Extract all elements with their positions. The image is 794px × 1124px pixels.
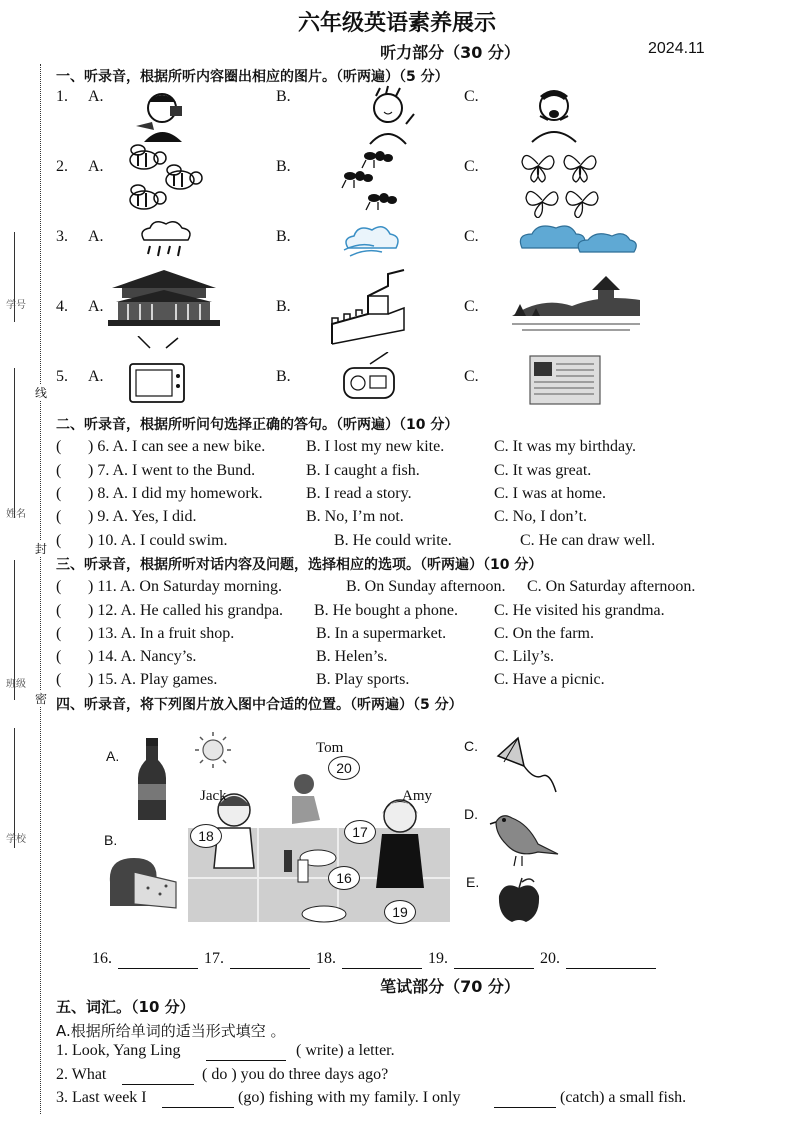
question-option-b[interactable]: B. He could write.: [334, 532, 452, 549]
question-option-b[interactable]: B. Play sports.: [316, 671, 410, 688]
spot-16[interactable]: 16: [328, 866, 360, 890]
option-a-label[interactable]: A.: [88, 88, 104, 105]
vocab-q2-hint: ( do ) you do three days ago?: [202, 1066, 389, 1083]
picnic-scene: [188, 758, 450, 926]
picture-letter-b: B.: [104, 832, 118, 848]
option-a-label[interactable]: A.: [88, 298, 104, 315]
question-number: 1.: [56, 88, 68, 105]
great-wall-icon[interactable]: [328, 268, 408, 346]
option-a-label[interactable]: A.: [88, 368, 104, 385]
question-option-b[interactable]: B. He bought a phone.: [314, 602, 458, 619]
binding-dotted-line: [40, 64, 41, 1114]
answer-label-20: 20.: [540, 950, 560, 967]
question-option-b[interactable]: B. In a supermarket.: [316, 625, 447, 642]
option-c-label[interactable]: C.: [464, 368, 479, 385]
option-b-label[interactable]: B.: [276, 158, 291, 175]
option-b-label[interactable]: B.: [276, 88, 291, 105]
vocab-q2-blank[interactable]: [122, 1070, 194, 1085]
question-option-b[interactable]: B. No, I’m not.: [306, 508, 404, 525]
seal-mark-secret: 密: [35, 692, 48, 706]
school-label: 学校: [6, 834, 26, 845]
option-b-label[interactable]: B.: [276, 368, 291, 385]
answer-blank-20[interactable]: [566, 954, 656, 969]
kite-icon[interactable]: [494, 736, 560, 796]
option-c-label[interactable]: C.: [464, 88, 479, 105]
answer-blank-16[interactable]: [118, 954, 198, 969]
answer-label-18: 18.: [316, 950, 336, 967]
spot-20[interactable]: 20: [328, 756, 360, 780]
vocab-q1-blank[interactable]: [206, 1046, 286, 1061]
part4-heading: 四、听录音，将下列图片放入图中合适的位置。（听两遍）（5 分）: [56, 697, 463, 713]
newspaper-icon[interactable]: [528, 354, 602, 406]
question-option-c[interactable]: C. On Saturday afternoon.: [527, 578, 696, 595]
seal-mark-line: 线: [35, 386, 48, 400]
name-label-jack: Jack: [200, 788, 227, 804]
question-option-a[interactable]: ) 9. A. Yes, I did.: [88, 508, 197, 525]
option-b-label[interactable]: B.: [276, 228, 291, 245]
answer-label-16: 16.: [92, 950, 112, 967]
exam-date: 2024.11: [648, 40, 705, 57]
spot-18[interactable]: 18: [190, 824, 222, 848]
question-option-b[interactable]: B. Helen’s.: [316, 648, 388, 665]
tv-icon[interactable]: [128, 336, 188, 406]
page-title: 六年级英语素养展示: [297, 11, 496, 36]
question-option-c[interactable]: C. Lily’s.: [494, 648, 555, 665]
option-b-label[interactable]: B.: [276, 298, 291, 315]
ants-icon[interactable]: [340, 144, 410, 216]
answer-paren-open[interactable]: (: [56, 648, 62, 665]
vocab-q3-blank2[interactable]: [494, 1093, 556, 1108]
class-label: 班级: [6, 679, 26, 690]
cola-bottle-icon[interactable]: [134, 738, 170, 824]
shouting-boy-icon[interactable]: [518, 82, 592, 144]
question-number: 3.: [56, 228, 68, 245]
question-option-a[interactable]: ) 14. A. Nancy’s.: [88, 648, 197, 665]
bird-icon[interactable]: [488, 808, 560, 868]
butterflies-icon[interactable]: [518, 144, 602, 218]
toothache-boy-icon[interactable]: [356, 84, 420, 146]
listening-subtitle: 听力部分（30 分）: [380, 43, 520, 62]
question-option-b[interactable]: B. On Sunday afternoon.: [346, 578, 506, 595]
question-option-c[interactable]: C. He visited his grandma.: [494, 602, 665, 619]
question-option-a[interactable]: ) 8. A. I did my homework.: [88, 485, 263, 502]
answer-paren-open[interactable]: (: [56, 532, 62, 549]
part3-heading: 三、听录音，根据所听对话内容及问题，选择相应的选项。（听两遍）（10 分）: [56, 557, 543, 573]
section5a-instruction: A.根据所给单词的适当形式填空 。: [56, 1022, 286, 1040]
answer-label-17: 17.: [204, 950, 224, 967]
answer-paren-open[interactable]: (: [56, 462, 62, 479]
part1-heading: 一、听录音，根据所听内容圈出相应的图片。（听两遍）（5 分）: [56, 69, 449, 85]
section5-heading: 五、词汇。（10 分）: [56, 998, 195, 1016]
question-option-a[interactable]: ) 13. A. In a fruit shop.: [88, 625, 235, 642]
vocab-q2-text: 2. What: [56, 1066, 107, 1083]
radio-icon[interactable]: [340, 352, 400, 402]
picture-letter-d: D.: [464, 806, 478, 822]
apple-icon[interactable]: [494, 876, 544, 926]
vocab-q3-blank1[interactable]: [162, 1093, 234, 1108]
vocab-q3-hint: (catch) a small fish.: [560, 1089, 687, 1106]
vocab-q3-text: 3. Last week I: [56, 1089, 147, 1106]
name-field[interactable]: [14, 368, 16, 518]
question-option-c[interactable]: C. I was at home.: [494, 485, 606, 502]
rain-cloud-icon[interactable]: [134, 218, 196, 262]
answer-paren-open[interactable]: (: [56, 438, 62, 455]
name-label-tom: Tom: [316, 740, 344, 756]
cloudy-icon[interactable]: [516, 222, 640, 260]
spot-17[interactable]: 17: [344, 820, 376, 844]
question-option-c[interactable]: C. It was great.: [494, 462, 592, 479]
question-option-a[interactable]: ) 11. A. On Saturday morning.: [88, 578, 283, 595]
answer-paren-open[interactable]: (: [56, 625, 62, 642]
name-label: 姓名: [6, 509, 26, 520]
question-option-c[interactable]: C. No, I don’t.: [494, 508, 588, 525]
answer-paren-open[interactable]: (: [56, 508, 62, 525]
spot-19[interactable]: 19: [384, 900, 416, 924]
option-c-label[interactable]: C.: [464, 158, 479, 175]
vocab-q1-hint: ( write) a letter.: [296, 1042, 395, 1059]
option-a-label[interactable]: A.: [88, 228, 104, 245]
part2-heading: 二、听录音，根据所听问句选择正确的答句。（听两遍）（10 分）: [56, 417, 459, 433]
answer-paren-open[interactable]: (: [56, 485, 62, 502]
answer-blank-19[interactable]: [454, 954, 534, 969]
picture-letter-a: A.: [106, 748, 120, 764]
picture-letter-c: C.: [464, 738, 478, 754]
palace-museum-icon[interactable]: [108, 266, 220, 328]
question-number: 4.: [56, 298, 68, 315]
question-option-c[interactable]: C. It was my birthday.: [494, 438, 637, 455]
answer-paren-open[interactable]: (: [56, 578, 62, 595]
question-option-b[interactable]: B. I read a story.: [306, 485, 412, 502]
vocab-q3-mid: (go) fishing with my family. I only: [238, 1089, 461, 1106]
bread-icon[interactable]: [104, 852, 180, 912]
question-option-c[interactable]: C. Have a picnic.: [494, 671, 605, 688]
answer-label-19: 19.: [428, 950, 448, 967]
question-option-a[interactable]: ) 10. A. I could swim.: [88, 532, 228, 549]
headache-boy-icon[interactable]: [132, 86, 194, 144]
question-option-b[interactable]: B. I caught a fish.: [306, 462, 420, 479]
seal-mark-seal: 封: [35, 542, 48, 556]
question-option-a[interactable]: ) 6. A. I can see a new bike.: [88, 438, 266, 455]
answer-blank-17[interactable]: [230, 954, 310, 969]
question-option-c[interactable]: C. On the farm.: [494, 625, 594, 642]
answer-blank-18[interactable]: [342, 954, 422, 969]
question-number: 2.: [56, 158, 68, 175]
answer-paren-open[interactable]: (: [56, 671, 62, 688]
question-option-a[interactable]: ) 7. A. I went to the Bund.: [88, 462, 256, 479]
written-subtitle: 笔试部分（70 分）: [380, 977, 520, 996]
student-number-label: 学号: [6, 300, 26, 311]
bees-icon[interactable]: [120, 142, 210, 218]
name-label-amy: Amy: [402, 788, 432, 804]
question-option-a[interactable]: ) 12. A. He called his grandpa.: [88, 602, 284, 619]
option-a-label[interactable]: A.: [88, 158, 104, 175]
answer-paren-open[interactable]: (: [56, 602, 62, 619]
vocab-q1-text: 1. Look, Yang Ling: [56, 1042, 181, 1059]
option-c-label[interactable]: C.: [464, 298, 479, 315]
question-option-a[interactable]: ) 15. A. Play games.: [88, 671, 218, 688]
windy-cloud-icon[interactable]: [340, 220, 404, 260]
picture-letter-e: E.: [466, 874, 480, 890]
question-number: 5.: [56, 368, 68, 385]
question-option-b[interactable]: B. I lost my new kite.: [306, 438, 445, 455]
option-c-label[interactable]: C.: [464, 228, 479, 245]
west-lake-icon[interactable]: [512, 266, 640, 336]
question-option-c[interactable]: C. He can draw well.: [520, 532, 656, 549]
